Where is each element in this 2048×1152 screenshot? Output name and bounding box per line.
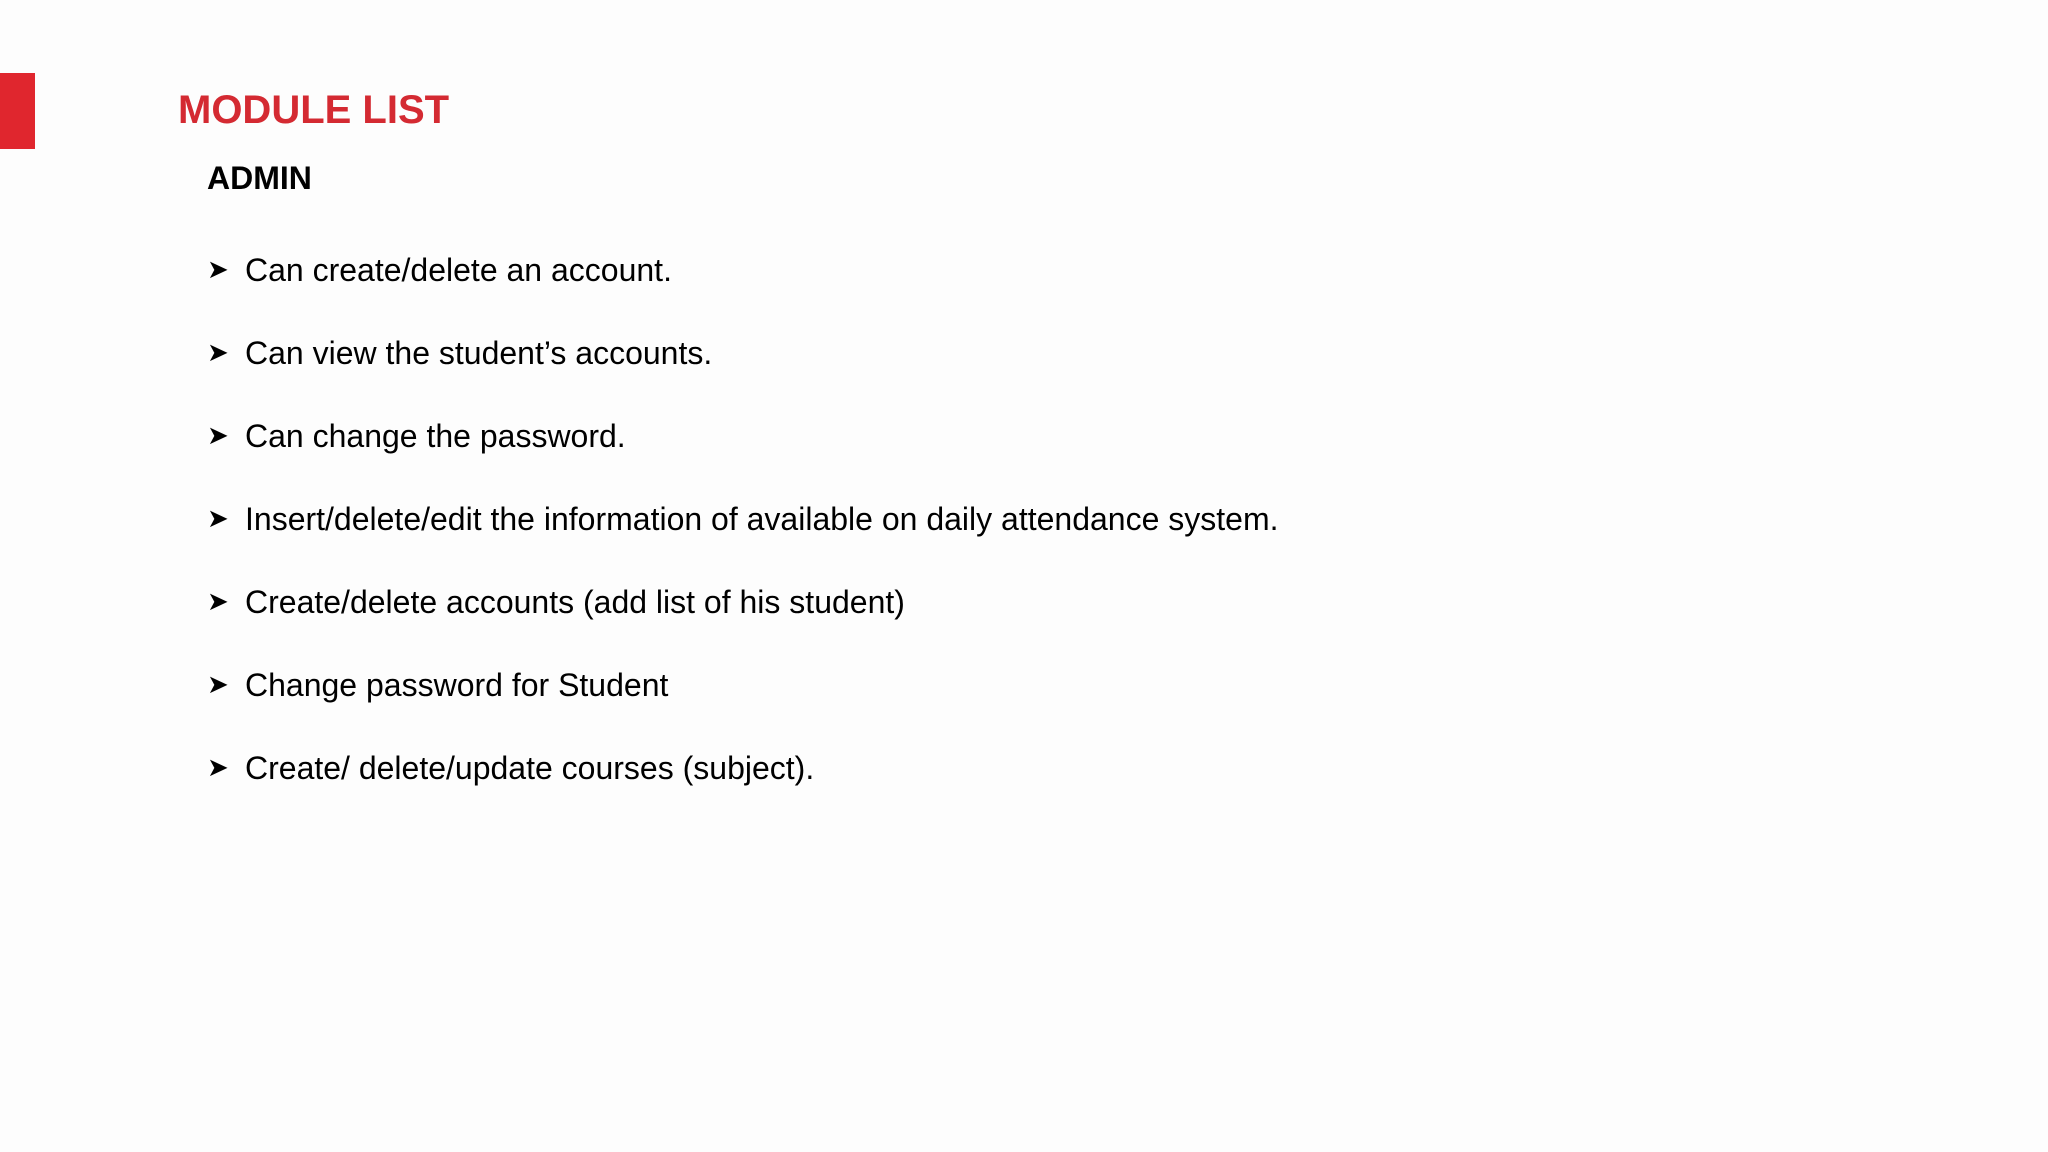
arrowhead-bullet-icon: ➤ bbox=[207, 254, 229, 285]
list-item-text: Create/ delete/update courses (subject). bbox=[245, 749, 815, 786]
arrowhead-bullet-icon: ➤ bbox=[207, 752, 229, 783]
list-item-text: Change password for Student bbox=[245, 666, 669, 703]
section-heading-admin: ADMIN bbox=[207, 160, 312, 196]
list-item-text: Can change the password. bbox=[245, 417, 626, 454]
arrowhead-bullet-icon: ➤ bbox=[207, 503, 229, 534]
list-item bbox=[207, 228, 1279, 311]
list-item-text: Create/delete accounts (add list of his student) bbox=[245, 583, 905, 620]
list-item-text: Insert/delete/edit the information of available on daily attendance system. bbox=[245, 500, 1279, 537]
arrowhead-bullet-icon: ➤ bbox=[207, 337, 229, 368]
list-item bbox=[207, 560, 1279, 643]
list-item bbox=[207, 726, 1279, 809]
arrowhead-bullet-icon: ➤ bbox=[207, 586, 229, 617]
list-item-text: Can create/delete an account. bbox=[245, 251, 672, 288]
accent-bar bbox=[0, 73, 35, 149]
list-item bbox=[207, 643, 1279, 726]
list-item bbox=[207, 394, 1279, 477]
list-item-text: Can view the student’s accounts. bbox=[245, 334, 713, 371]
list-item bbox=[207, 311, 1279, 394]
arrowhead-bullet-icon: ➤ bbox=[207, 669, 229, 700]
admin-module-list bbox=[207, 228, 1279, 809]
slide-title: MODULE LIST bbox=[178, 88, 450, 132]
arrowhead-bullet-icon: ➤ bbox=[207, 420, 229, 451]
list-item bbox=[207, 477, 1279, 560]
